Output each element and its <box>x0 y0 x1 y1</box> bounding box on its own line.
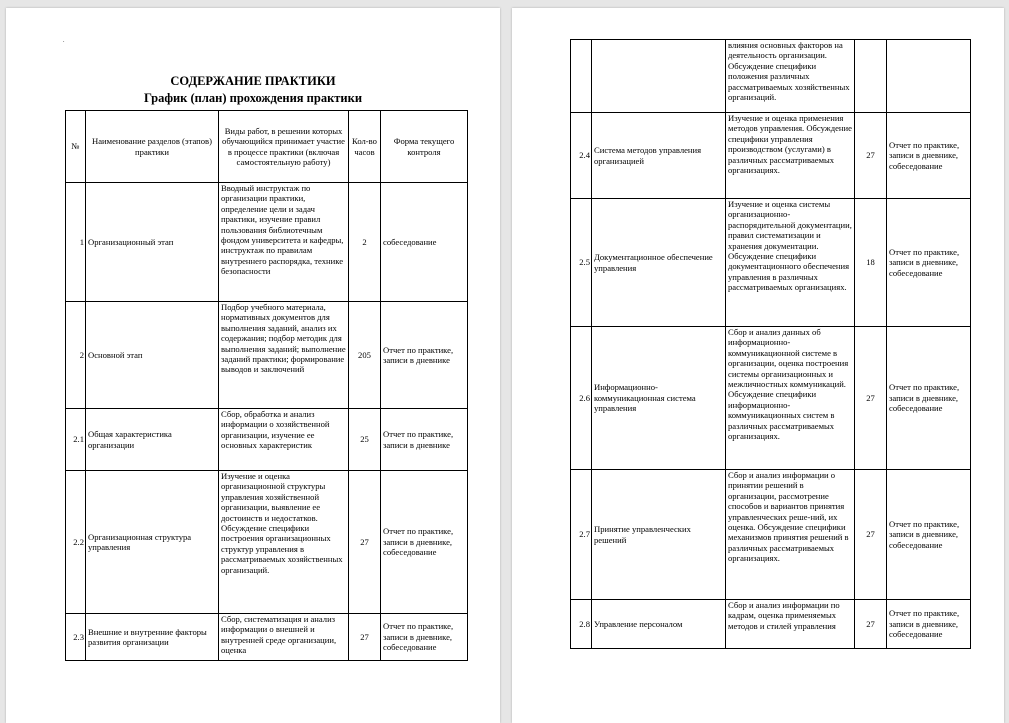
row-number: 2.1 <box>66 409 86 471</box>
table-row <box>571 40 971 113</box>
header-work: Виды работ, в решении которых обучающийся принимает участие в процессе практики (включая самостоятельную работу) <box>219 111 349 183</box>
row-work-types: влияния основных факторов на деятельность организации. Обсуждение специфики положения различных рассматриваемых хозяйственных организаций. <box>726 40 855 113</box>
row-control-form: Отчет по практике, записи в дневнике, собеседование <box>381 471 468 614</box>
page-mark: . <box>63 38 65 44</box>
row-section-name: Основной этап <box>86 302 219 409</box>
table-row <box>66 183 468 302</box>
row-work-types: Изучение и оценка применения методов управления. Обсуждение специфики управления производством (услугами) в различных рассматриваемых организациях. <box>726 113 855 199</box>
row-number: 2.4 <box>571 113 592 199</box>
row-number: 2.2 <box>66 471 86 614</box>
row-control-form: Отчет по практике, записи в дневнике, собеседование <box>887 113 971 199</box>
row-control-form: Отчет по практике, записи в дневнике, собеседование <box>381 614 468 661</box>
row-hours: 25 <box>349 409 381 471</box>
row-number: 2.3 <box>66 614 86 661</box>
row-work-types: Изучение и оценка системы организационно-распорядительной документации, правил систематизации и хранения документации. Обсуждение специфики документационного обеспечения управления в различных рассматриваемых организациях. <box>726 199 855 327</box>
header-num: № <box>66 111 86 183</box>
row-control-form <box>887 40 971 113</box>
header-hours: Кол-во часов <box>349 111 381 183</box>
row-hours: 27 <box>855 600 887 649</box>
table-row <box>66 614 468 661</box>
row-number: 2.5 <box>571 199 592 327</box>
row-section-name: Управление персоналом <box>592 600 726 649</box>
row-hours: 27 <box>855 113 887 199</box>
row-number: 2.8 <box>571 600 592 649</box>
document-title: СОДЕРЖАНИЕ ПРАКТИКИ <box>170 74 336 88</box>
row-work-types: Вводный инструктаж по организации практики, определение цели и задач практики, изучение правил пользования библиотечным фондом университета и кафедры, инструктаж по правилам внутреннего распорядка, технике безопасности <box>219 183 349 302</box>
row-hours: 205 <box>349 302 381 409</box>
table-row <box>66 409 468 471</box>
document-page-1 <box>6 8 500 723</box>
table-row <box>66 302 468 409</box>
row-section-name: Документационное обеспечение управления <box>592 199 726 327</box>
row-control-form: собеседование <box>381 183 468 302</box>
row-number: 1 <box>66 183 86 302</box>
header-control: Форма текущего контроля <box>381 111 468 183</box>
document-page-2 <box>512 8 1004 723</box>
row-control-form: Отчет по практике, записи в дневнике, собеседование <box>887 199 971 327</box>
row-number: 2.7 <box>571 470 592 600</box>
row-number: 2 <box>66 302 86 409</box>
row-control-form: Отчет по практике, записи в дневнике, собеседование <box>887 470 971 600</box>
row-work-types: Сбор, систематизация и анализ информации о внешней и внутренней среде организации, оценка <box>219 614 349 661</box>
table-row <box>571 199 971 327</box>
row-section-name: Внешние и внутренние факторы развития организации <box>86 614 219 661</box>
row-control-form: Отчет по практике, записи в дневнике, собеседование <box>887 600 971 649</box>
row-section-name <box>592 40 726 113</box>
row-hours <box>855 40 887 113</box>
practice-schedule-table-page-1 <box>65 110 468 661</box>
row-work-types: Подбор учебного материала, нормативных документов для выполнения заданий, анализ их содержания; подбор методик для выполнения заданий; выполнение заданий практики; формирование выводов и заключений <box>219 302 349 409</box>
row-work-types: Сбор, обработка и анализ информации о хозяйственной организации, изучение ее основных характеристик <box>219 409 349 471</box>
row-hours: 27 <box>855 327 887 470</box>
practice-schedule-table-page-2 <box>570 39 971 649</box>
document-subtitle: График (план) прохождения практики <box>143 91 363 105</box>
table-row <box>66 471 468 614</box>
row-work-types: Сбор и анализ информации по кадрам, оценка применяемых методов и стилей управления <box>726 600 855 649</box>
row-work-types: Сбор и анализ данных об информационно-коммуникационной системе в организации, оценка построения системы организационных и межличностных коммуникаций. Обсуждение специфики информационно-коммуникационных систем в различных рассматриваемых организациях. <box>726 327 855 470</box>
row-section-name: Общая характеристика организации <box>86 409 219 471</box>
row-control-form: Отчет по практике, записи в дневнике, собеседование <box>887 327 971 470</box>
row-hours: 18 <box>855 199 887 327</box>
table-row <box>571 600 971 649</box>
table-row <box>571 327 971 470</box>
table-header-row <box>66 111 468 183</box>
table-row <box>571 113 971 199</box>
row-control-form: Отчет по практике, записи в дневнике <box>381 302 468 409</box>
row-hours: 27 <box>349 614 381 661</box>
row-section-name: Организационная структура управления <box>86 471 219 614</box>
row-control-form: Отчет по практике, записи в дневнике <box>381 409 468 471</box>
row-section-name: Принятие управленческих решений <box>592 470 726 600</box>
row-hours: 27 <box>855 470 887 600</box>
row-number: 2.6 <box>571 327 592 470</box>
row-number <box>571 40 592 113</box>
row-section-name: Информационно-коммуникационная система управления <box>592 327 726 470</box>
row-section-name: Система методов управления организацией <box>592 113 726 199</box>
row-work-types: Сбор и анализ информации о принятии решений в организации, рассмотрение способов и вариантов принятия управленческих реше-ний, их оценка. Обсуждение специфики механизмов принятия решений в различных рассматриваемых организациях. <box>726 470 855 600</box>
table-row <box>571 470 971 600</box>
header-section: Наименование разделов (этапов) практики <box>86 111 219 183</box>
row-work-types: Изучение и оценка организационной структуры управления хозяйственной организации, выявление ее достоинств и недостатков. Обсуждение специфики построения организационных структур управления в рассматриваемых хозяйственных организаций. <box>219 471 349 614</box>
row-section-name: Организационный этап <box>86 183 219 302</box>
row-hours: 2 <box>349 183 381 302</box>
row-hours: 27 <box>349 471 381 614</box>
